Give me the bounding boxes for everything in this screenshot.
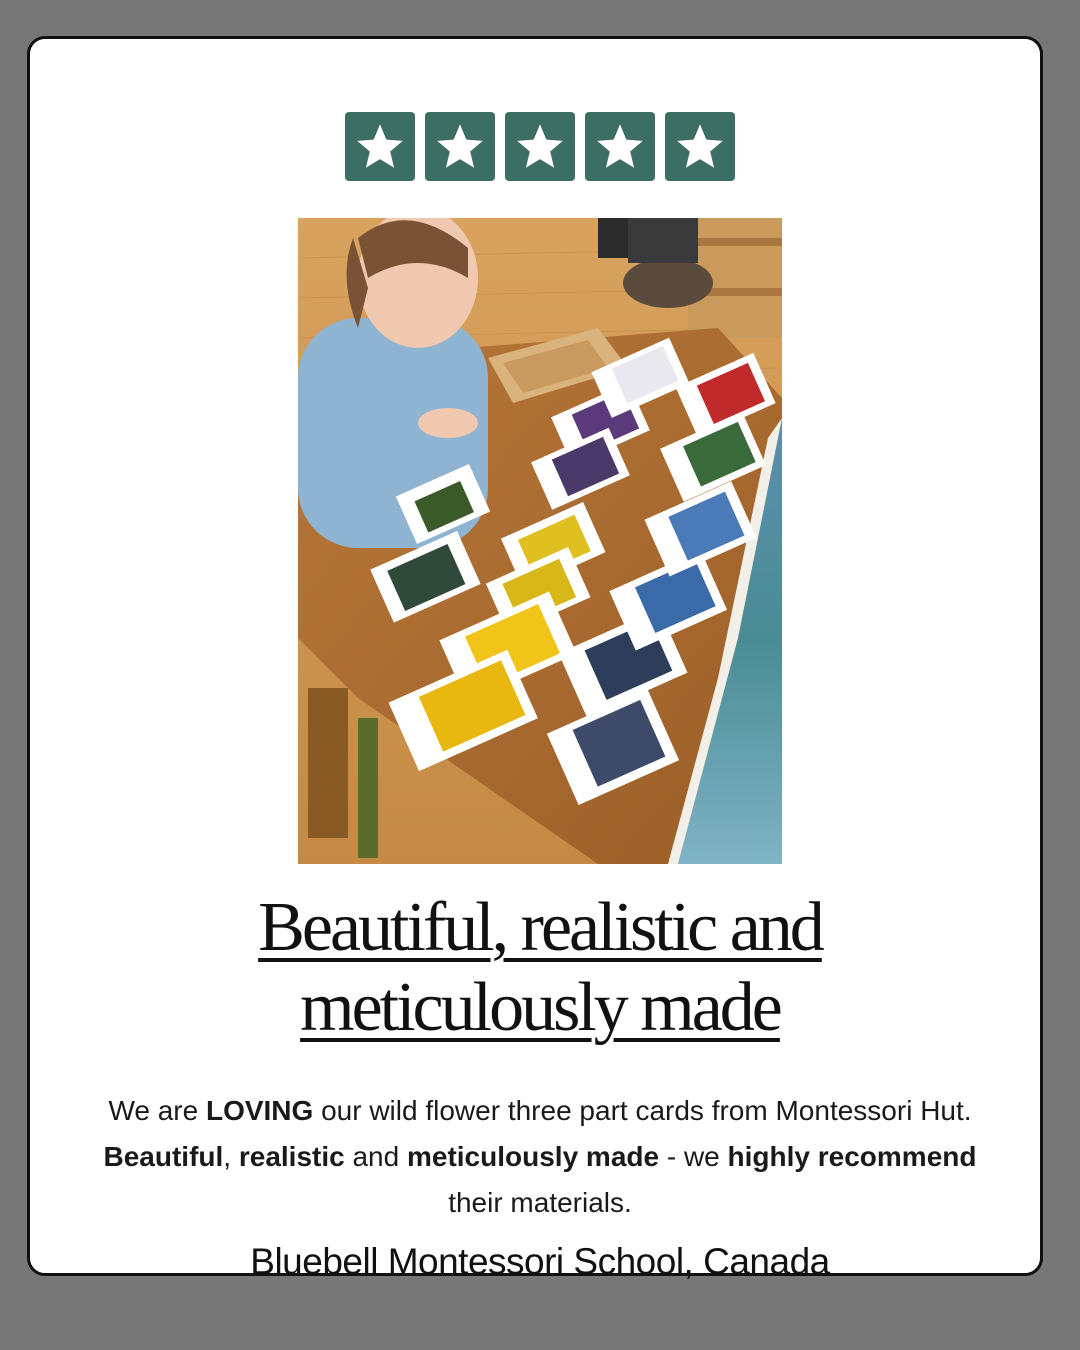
star-icon: [354, 121, 406, 173]
star-icon: [674, 121, 726, 173]
star-1: [345, 112, 415, 181]
review-text: [90, 1088, 990, 1226]
headline-line-1: Beautiful, realistic and: [258, 889, 822, 966]
star-4: [585, 112, 655, 181]
review-text-3: ,: [223, 1141, 239, 1172]
review-bold-loving: LOVING: [205, 1095, 314, 1126]
review-text-2: our wild flower three part cards from Montessori Hut.: [313, 1095, 972, 1126]
review-text-4: and: [344, 1141, 407, 1172]
review-bold-recommend: highly recommend: [727, 1141, 977, 1172]
reviewer-name: Bluebell Montessori School, Canada: [250, 1241, 830, 1282]
review-text-5: - we: [659, 1141, 728, 1172]
star-icon: [594, 121, 646, 173]
star-rating: [345, 112, 735, 181]
star-icon: [434, 121, 486, 173]
review-bold-realistic: realistic: [238, 1141, 345, 1172]
review-headline: [60, 888, 1020, 1048]
review-bold-meticulously: meticulously made: [406, 1141, 660, 1172]
star-5: [665, 112, 735, 181]
review-text-6: their materials.: [448, 1187, 632, 1218]
review-photo: [298, 218, 782, 864]
star-icon: [514, 121, 566, 173]
star-2: [425, 112, 495, 181]
headline-line-2: meticulously made: [300, 969, 780, 1046]
review-text-1: We are: [108, 1095, 206, 1126]
star-3: [505, 112, 575, 181]
photo-illustration: [298, 218, 782, 864]
review-bold-beautiful: Beautiful: [103, 1141, 224, 1172]
